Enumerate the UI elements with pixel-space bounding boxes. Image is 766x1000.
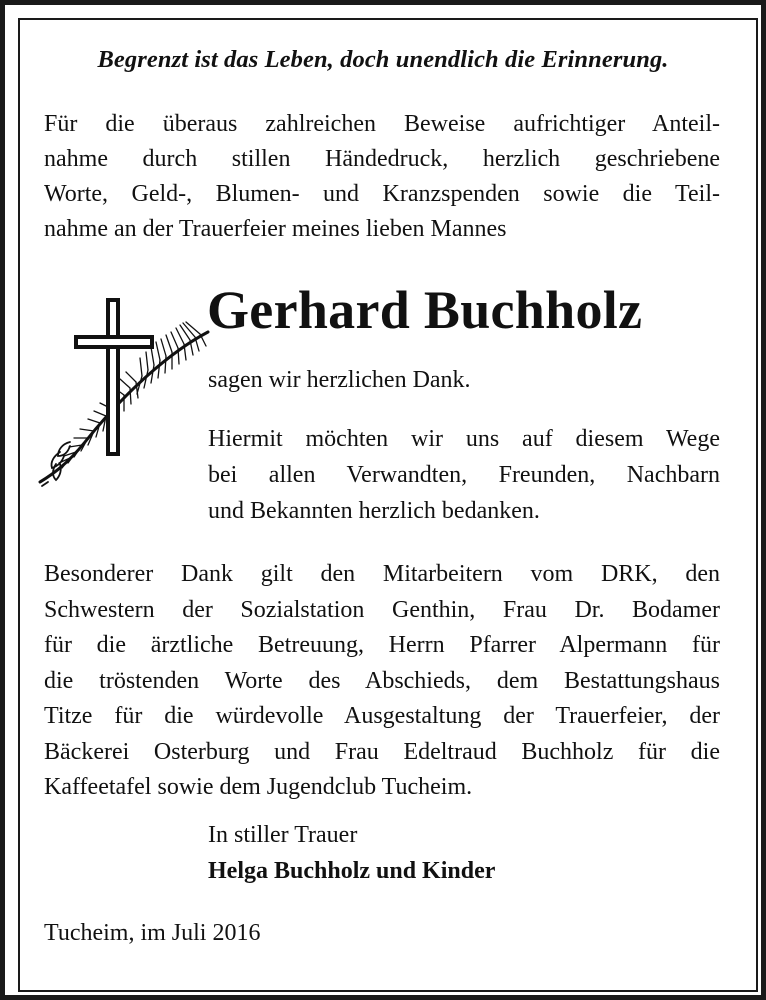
special-line: Kaffeetafel sowie dem Jugendclub Tucheim. [44, 774, 473, 800]
special-thanks-paragraph [44, 557, 720, 806]
gratitude-line: und Bekannten herzlich bedanken. [208, 498, 540, 524]
intro-line: nahme durch stillen Händedruck, herzlich geschriebene [44, 146, 720, 172]
special-line: Schwestern der Sozialstation Genthin, Frau Dr. Bodamer [44, 596, 720, 623]
family-signature: Helga Buchholz und Kinder [208, 858, 496, 884]
cross-with-pine-branch-icon [30, 292, 215, 492]
thanks-line: sagen wir herzlichen Dank. [208, 367, 471, 393]
intro-line: Worte, Geld-, Blumen- und Kranzspenden sowie die Teil- [44, 181, 720, 207]
gratitude-line: Hiermit möchten wir uns auf diesem Wege [208, 426, 720, 452]
intro-line: nahme an der Trauerfeier meines lieben Mannes [44, 216, 507, 242]
intro-paragraph [44, 107, 720, 247]
motto: Begrenzt ist das Leben, doch unendlich die Erinnerung. [97, 46, 669, 73]
special-line: die tröstenden Worte des Abschieds, dem Bestattungshaus [44, 667, 720, 694]
gratitude-paragraph [208, 421, 720, 529]
special-line: Bäckerei Osterburg und Frau Edeltraud Buchholz für die [44, 738, 720, 765]
deceased-name: Gerhard Buchholz [207, 280, 643, 340]
intro-line: Für die überaus zahlreichen Beweise aufrichtiger Anteil- [44, 111, 720, 137]
special-line: Titze für die würdevolle Ausgestaltung der Trauerfeier, der [44, 703, 720, 729]
mourning-line: In stiller Trauer [208, 822, 358, 848]
gratitude-line: bei allen Verwandten, Freunden, Nachbarn [208, 462, 720, 488]
special-line: Besonderer Dank gilt den Mitarbeitern vom DRK, den [44, 561, 720, 587]
special-line: für die ärztliche Betreuung, Herrn Pfarrer Alpermann für [44, 632, 720, 658]
place-date: Tucheim, im Juli 2016 [44, 920, 261, 946]
